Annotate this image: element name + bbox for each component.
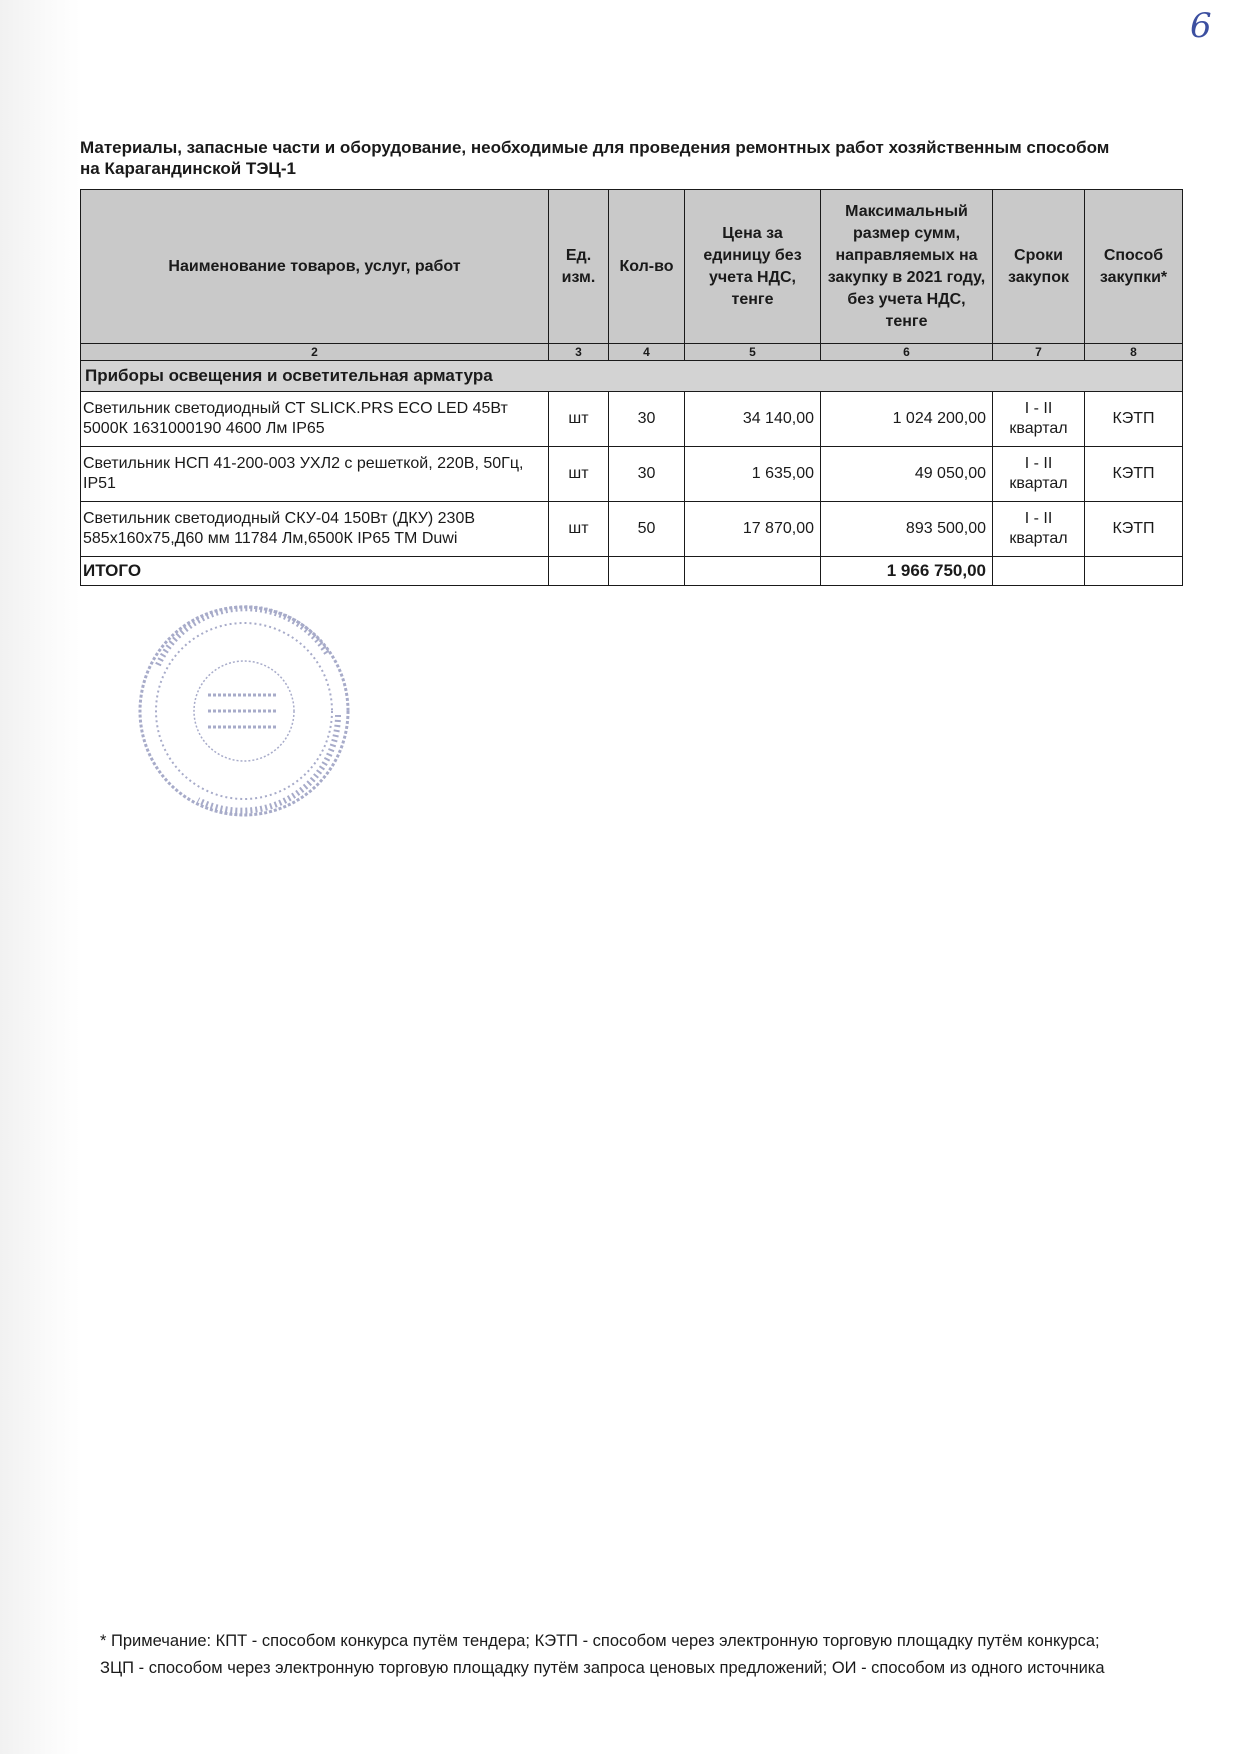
item-method: КЭТП [1085,392,1183,447]
page-number: 6 [1190,6,1212,46]
item-price: 17 870,00 [685,502,821,557]
total-empty-cell [609,557,685,586]
item-name: Светильник светодиодный СКУ-04 150Вт (ДКУ) 230В 585х160х75,Д60 мм 11784 Лм,6500К IP65 TM Duwi [81,502,549,557]
item-name: Светильник светодиодный СТ SLICK.PRS ECO LED 45Вт 5000К 1631000190 4600 Лм IP65 [81,392,549,447]
header-qty: Кол-во [609,190,685,344]
total-row [81,557,1183,586]
total-empty-cell [1085,557,1183,586]
header-method: Способ закупки* [1085,190,1183,344]
column-number: 4 [609,344,685,361]
round-seal-stamp [128,595,360,827]
item-unit: шт [549,447,609,502]
item-period: I - II квартал [993,392,1085,447]
header-unit: Ед. изм. [549,190,609,344]
item-unit: шт [549,392,609,447]
item-period: I - II квартал [993,447,1085,502]
item-method: КЭТП [1085,502,1183,557]
item-method: КЭТП [1085,447,1183,502]
item-price: 34 140,00 [685,392,821,447]
table-row [81,502,1183,557]
total-empty-cell [993,557,1085,586]
table-row [81,447,1183,502]
document-title: Материалы, запасные части и оборудование, необходимые для проведения ремонтных работ хозяйственным способом на Карагандинской ТЭЦ-1 [80,138,1110,178]
table-header-row [81,190,1183,344]
item-period: I - II квартал [993,502,1085,557]
footnote: * Примечание: КПТ - способом конкурса путём тендера; КЭТП - способом через электронную торговую площадку путём конкурса; ЗЦП - способом через электронную торговую площадку путём запроса ценовых предложений; ОИ - способом из одного источника [100,1632,1105,1677]
item-qty: 50 [609,502,685,557]
item-sum: 49 050,00 [821,447,993,502]
header-period: Сроки закупок [993,190,1085,344]
section-title: Приборы освещения и осветительная арматура [81,361,1183,392]
item-qty: 30 [609,392,685,447]
item-qty: 30 [609,447,685,502]
column-number: 5 [685,344,821,361]
item-price: 1 635,00 [685,447,821,502]
column-number: 3 [549,344,609,361]
procurement-table [80,189,1183,586]
scan-page-edge [0,0,80,1754]
header-max-sum: Максимальный размер сумм, направляемых на закупку в 2021 году, без учета НДС, тенге [821,190,993,344]
item-sum: 893 500,00 [821,502,993,557]
column-number-row [81,344,1183,361]
column-number: 8 [1085,344,1183,361]
column-number: 2 [81,344,549,361]
header-name: Наименование товаров, услуг, работ [81,190,549,344]
column-number: 7 [993,344,1085,361]
item-sum: 1 024 200,00 [821,392,993,447]
total-sum: 1 966 750,00 [821,557,993,586]
total-empty-cell [549,557,609,586]
total-empty-cell [685,557,821,586]
header-price: Цена за единицу без учета НДС, тенге [685,190,821,344]
table-row [81,392,1183,447]
total-label: ИТОГО [81,557,549,586]
section-row [81,361,1183,392]
item-name: Светильник НСП 41-200-003 УХЛ2 с решеткой, 220В, 50Гц, IP51 [81,447,549,502]
item-unit: шт [549,502,609,557]
column-number: 6 [821,344,993,361]
